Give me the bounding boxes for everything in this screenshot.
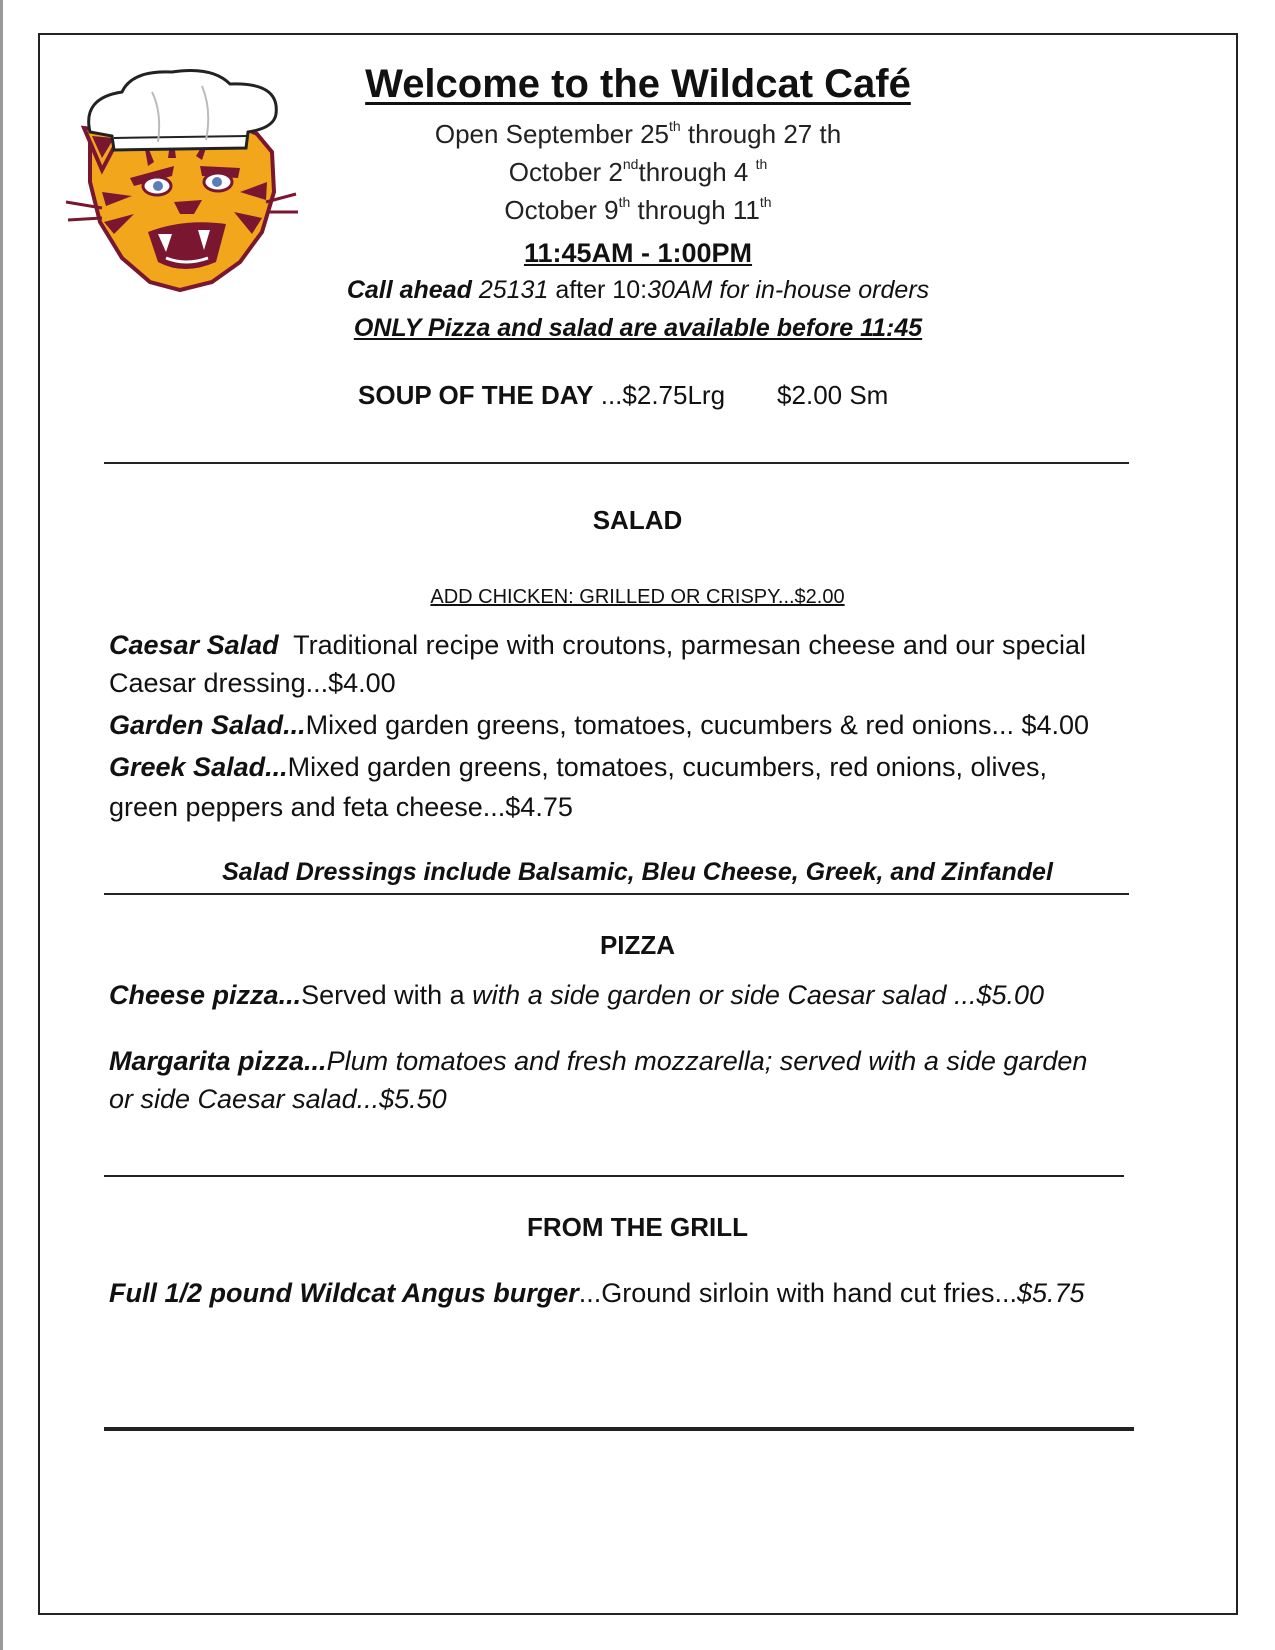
chef-hat-icon <box>89 71 277 151</box>
menu-item-garden-salad: Garden Salad...Mixed garden greens, tomatoes, cucumbers & red onions... $4.00 <box>109 710 1090 740</box>
pizza-section-title: PIZZA <box>599 930 676 960</box>
page-edge <box>0 0 3 1650</box>
menu-item-greek-salad-desc: green peppers and feta cheese...$4.75 <box>109 792 573 822</box>
soup-of-the-day <box>358 380 888 411</box>
soup-small-price: $2.00 Sm <box>777 380 889 410</box>
divider <box>104 1427 1134 1431</box>
menu-item-name: Garden Salad... <box>109 710 306 740</box>
menu-item-name: Caesar Salad <box>109 630 279 660</box>
add-chicken-note: ADD CHICKEN: GRILLED OR CRISPY...$2.00 <box>430 586 845 608</box>
call-ahead-note: Call ahead 25131 after 10:30AM for in-house orders <box>346 276 930 304</box>
menu-item-name: Margarita pizza... <box>109 1046 327 1076</box>
salad-section-title: SALAD <box>592 505 683 535</box>
divider <box>104 1175 1124 1177</box>
menu-item-margarita-pizza: Margarita pizza...Plum tomatoes and fresh mozzarella; served with a side garden <box>109 1046 1088 1076</box>
availability-note: ONLY Pizza and salad are available before 11:45 <box>353 314 923 342</box>
date-range-2: October 2ndthrough 4 $^{th}$ <box>508 156 768 187</box>
menu-item-caesar-salad: Caesar Salad Traditional recipe with croutons, parmesan cheese and our special <box>109 630 1087 660</box>
menu-item-angus-burger: Full 1/2 pound Wildcat Angus burger...Ground sirloin with hand cut fries...$5.75 <box>109 1278 1085 1308</box>
soup-large-price: ...$2.75Lrg <box>600 380 726 410</box>
wildcat-chef-logo <box>62 62 302 302</box>
menu-item-greek-salad: Greek Salad...Mixed garden greens, tomatoes, cucumbers, red onions, olives, <box>109 752 1047 782</box>
salad-dressings-note: Salad Dressings include Balsamic, Bleu Cheese, Greek, and Zinfandel <box>222 858 1053 886</box>
hours-text: 11:45AM - 1:00PM <box>523 238 753 268</box>
menu-item-caesar-salad-desc: Caesar dressing...$4.00 <box>109 668 396 698</box>
date-range-1: Open September 25th through 27 th <box>434 118 842 149</box>
date-range-3: October 9th through 11th <box>504 194 772 225</box>
menu-item-name: Cheese pizza... <box>109 980 302 1010</box>
grill-section-title: FROM THE GRILL <box>527 1212 748 1242</box>
menu-item-name: Greek Salad... <box>109 752 288 782</box>
menu-item-name: Full 1/2 pound Wildcat Angus burger <box>109 1278 579 1308</box>
menu-item-margarita-pizza-desc: or side Caesar salad...$5.50 <box>109 1084 447 1114</box>
divider <box>104 893 1129 895</box>
soup-label: SOUP OF THE DAY <box>358 380 594 410</box>
divider <box>104 462 1129 464</box>
menu-item-cheese-pizza: Cheese pizza...Served with a with a side garden or side Caesar salad ...$5.00 <box>109 980 1045 1010</box>
page-title: Welcome to the Wildcat Café <box>365 62 911 106</box>
